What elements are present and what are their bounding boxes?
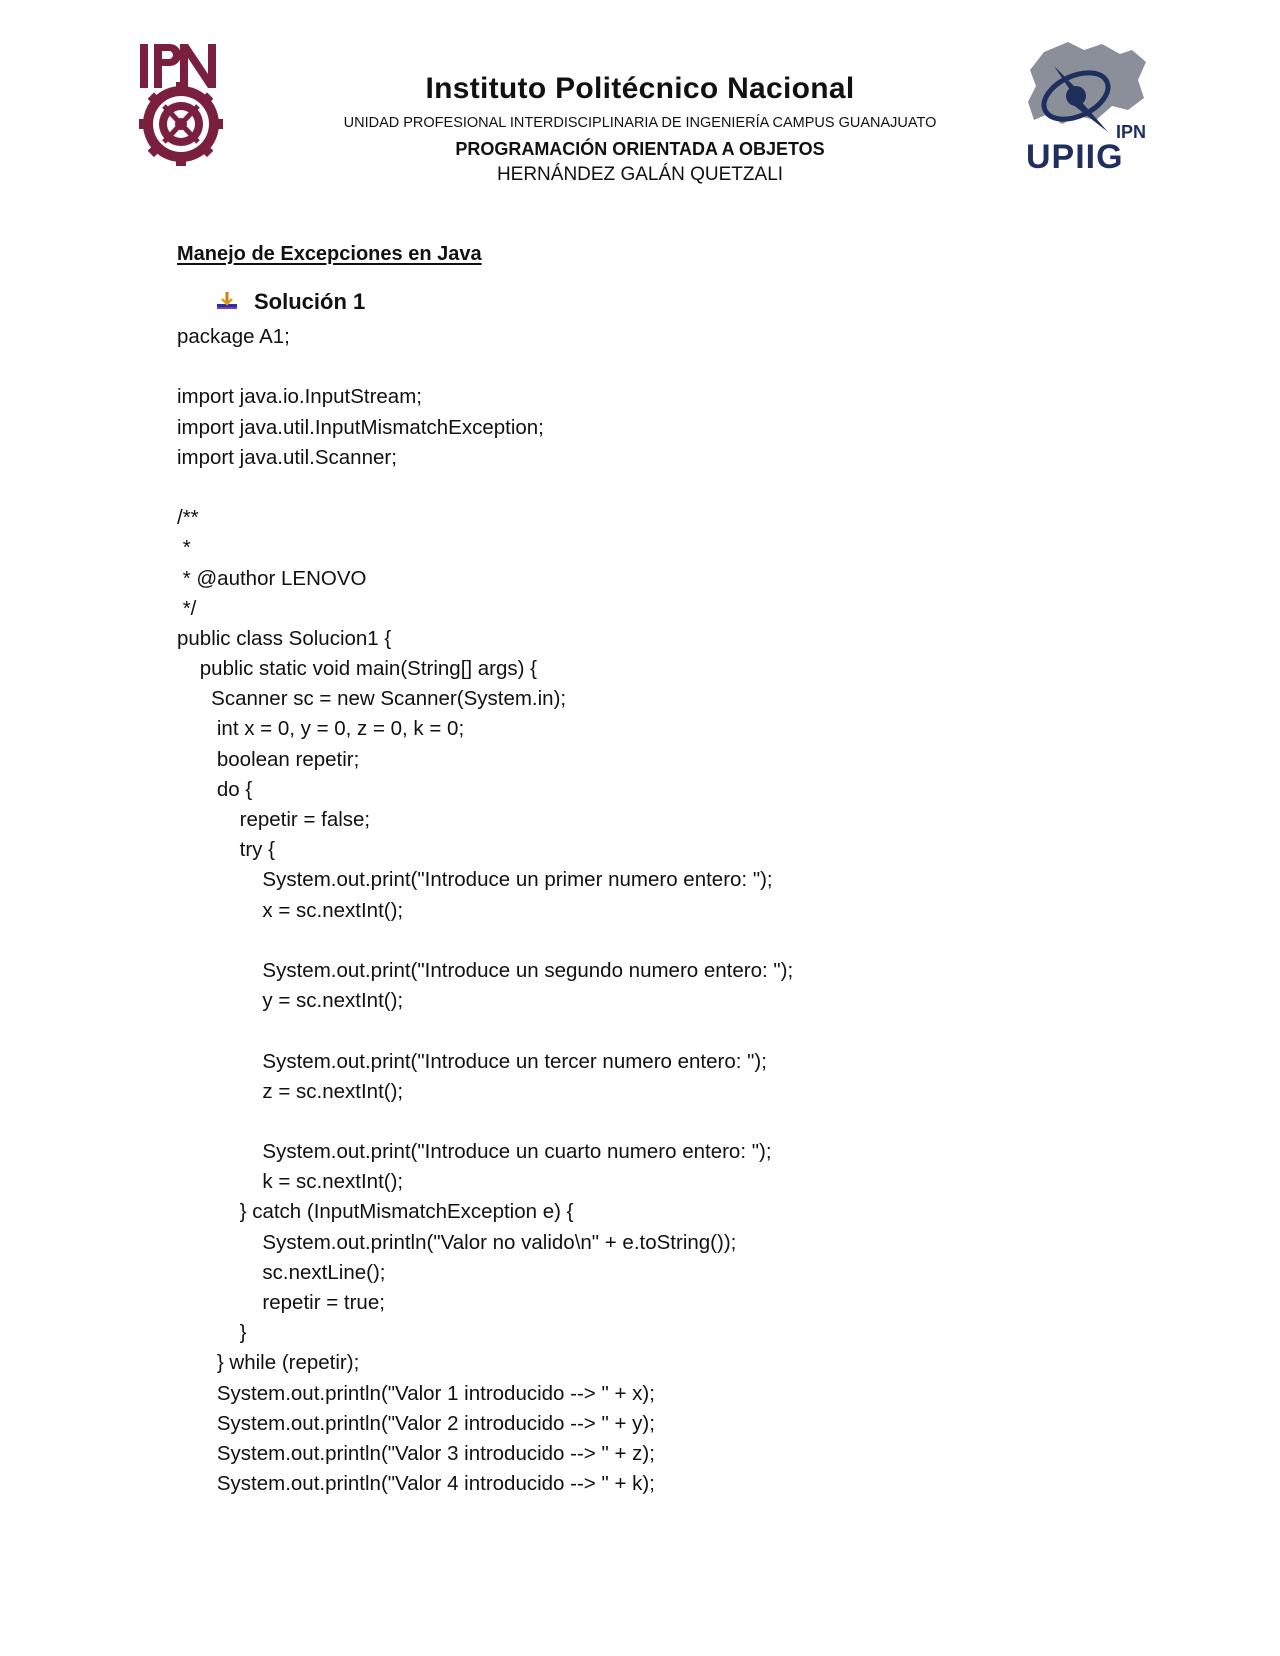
code-line: *: [177, 536, 191, 560]
section-heading: [216, 289, 365, 315]
code-line: System.out.print("Introduce un primer numero entero: ");: [177, 868, 773, 892]
code-line: [177, 1016, 793, 1046]
code-line: x = sc.nextInt();: [177, 898, 404, 922]
code-line: [177, 926, 793, 956]
code-line: sc.nextLine();: [177, 1260, 386, 1284]
code-line: System.out.println("Valor no valido\n" + e.toString());: [177, 1230, 737, 1254]
code-line: import java.io.InputStream;: [177, 385, 422, 409]
code-line: */: [177, 596, 197, 620]
code-line: } while (repetir);: [177, 1351, 360, 1375]
institution-name: Instituto Politécnico Nacional: [425, 72, 855, 105]
code-line: boolean repetir;: [177, 747, 360, 771]
code-line: [177, 1107, 793, 1137]
unit-name: UNIDAD PROFESIONAL INTERDISCIPLINARIA DE INGENIERÍA CAMPUS GUANAJUATO: [343, 115, 937, 131]
code-line: System.out.println("Valor 1 introducido --> " + x);: [177, 1381, 655, 1405]
code-line: package A1;: [177, 325, 290, 348]
code-line: * @author LENOVO: [177, 566, 367, 590]
code-line: System.out.println("Valor 2 introducido --> " + y);: [177, 1411, 655, 1435]
code-line: /**: [177, 506, 199, 530]
code-line: y = sc.nextInt();: [177, 989, 404, 1013]
code-line: import java.util.InputMismatchException;: [177, 415, 544, 439]
upiig-logo-text: UPIIG: [1026, 138, 1124, 172]
upiig-logo-ipn-text: IPN: [1116, 122, 1147, 142]
code-line: try {: [177, 838, 275, 862]
code-line: System.out.println("Valor 4 introducido --> " + k);: [177, 1472, 655, 1496]
code-line: } catch (InputMismatchException e) {: [177, 1200, 574, 1224]
code-line: public class Solucion1 {: [177, 626, 392, 650]
upiig-logo-icon: [1024, 40, 1149, 172]
code-line: do {: [177, 777, 253, 801]
code-line: System.out.print("Introduce un segundo numero entero: ");: [177, 958, 794, 982]
code-line: }: [177, 1321, 247, 1345]
code-line: Scanner sc = new Scanner(System.in);: [177, 687, 567, 711]
code-line: int x = 0, y = 0, z = 0, k = 0;: [177, 717, 465, 741]
ipn-logo-icon: [136, 40, 226, 166]
code-line: [177, 473, 793, 503]
code-line: k = sc.nextInt();: [177, 1170, 404, 1194]
student-name: HERNÁNDEZ GALÁN QUETZALI: [496, 164, 784, 185]
bullet-arrow-icon: [216, 291, 238, 313]
code-line: System.out.print("Introduce un cuarto numero entero: ");: [177, 1140, 772, 1164]
code-line: repetir = false;: [177, 808, 371, 831]
code-line: [177, 352, 793, 382]
section-title: Solución 1: [254, 289, 366, 314]
code-line: z = sc.nextInt();: [177, 1079, 404, 1103]
course-name: PROGRAMACIÓN ORIENTADA A OBJETOS: [455, 139, 825, 159]
code-listing: [177, 322, 793, 1499]
code-line: repetir = true;: [177, 1291, 385, 1314]
header: [290, 70, 990, 188]
document-title: Manejo de Excepciones en Java: [177, 243, 482, 265]
code-line: System.out.print("Introduce un tercer numero entero: ");: [177, 1049, 767, 1073]
code-line: System.out.println("Valor 3 introducido --> " + z);: [177, 1441, 655, 1465]
code-line: import java.util.Scanner;: [177, 445, 397, 469]
code-line: public static void main(String[] args) {: [177, 657, 538, 681]
